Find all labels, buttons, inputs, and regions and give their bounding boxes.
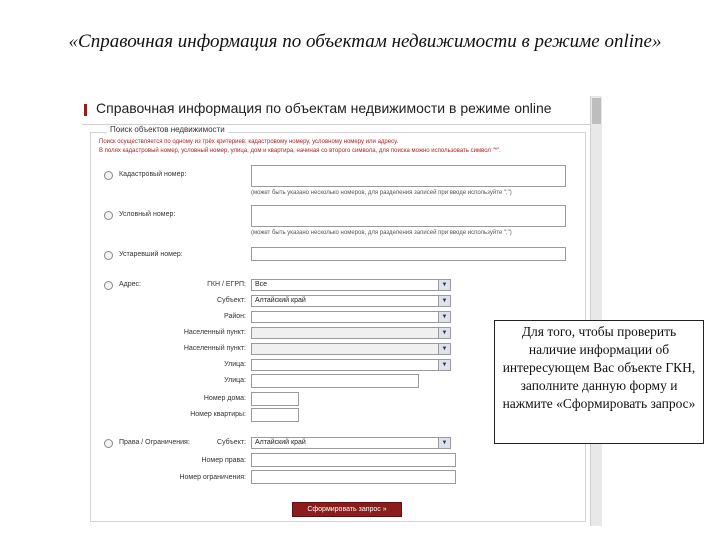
flat-input[interactable] <box>251 408 299 422</box>
gkn-select[interactable] <box>251 279 451 291</box>
old-number-input[interactable] <box>251 247 566 261</box>
old-number-label: Устаревший номер: <box>119 251 183 258</box>
radio-old-number[interactable] <box>104 251 113 260</box>
reg-number-input[interactable] <box>251 453 456 467</box>
gkn-select-value: Все <box>255 281 268 288</box>
settlement-select[interactable] <box>251 343 451 355</box>
conditional-input[interactable] <box>251 205 566 227</box>
instruction-callout: Для того, чтобы проверить наличие информации об интересующем Вас объекте ГКН, заполните данную форму и нажмите «Сформировать запрос» <box>494 320 704 444</box>
city-label: Населенный пункт: <box>183 329 246 336</box>
reg-number-label: Номер права: <box>201 457 246 464</box>
subject-select[interactable] <box>251 295 451 307</box>
chevron-down-icon: ▼ <box>438 296 450 306</box>
district-select[interactable] <box>251 311 451 323</box>
conditional-hint: (может быть указано несколько номеров, для разделения записей при вводе используйте ";") <box>251 230 512 236</box>
district-label: Район: <box>224 313 246 320</box>
street-type-label: Улица: <box>224 361 246 368</box>
subject-label: Субъект: <box>217 297 246 304</box>
radio-address[interactable] <box>104 281 113 290</box>
house-label: Номер дома: <box>203 395 246 402</box>
chevron-down-icon: ▼ <box>438 312 450 322</box>
slide-title: «Справочная информация по объектам недвижимости в режиме online» <box>68 31 662 52</box>
cadastral-hint: (может быть указано несколько номеров, для разделения записей при вводе используйте ";") <box>251 190 512 196</box>
window-header <box>82 94 602 125</box>
chevron-down-icon: ▼ <box>438 280 450 290</box>
cadastral-input[interactable] <box>251 165 566 187</box>
conditional-label: Условный номер: <box>119 211 176 218</box>
rights-subject-select-value: Алтайский край <box>255 439 306 446</box>
address-label: Адрес: <box>119 281 141 288</box>
accent-bar <box>84 104 87 116</box>
radio-conditional[interactable] <box>104 211 113 220</box>
vertical-scrollbar[interactable] <box>590 96 602 526</box>
chevron-down-icon: ▼ <box>438 438 450 448</box>
chevron-down-icon: ▼ <box>438 328 450 338</box>
rights-subject-select[interactable] <box>251 437 451 449</box>
window-title: Справочная информация по объектам недвижимости в режиме online <box>96 100 552 116</box>
house-input[interactable] <box>251 392 299 406</box>
rights-subject-label: Субъект: <box>217 439 246 446</box>
street-input[interactable] <box>251 374 419 388</box>
browser-window <box>82 94 602 530</box>
submit-request-button[interactable]: Сформировать запрос » <box>292 502 402 517</box>
city-select[interactable] <box>251 327 451 339</box>
gkn-label: ГКН / ЕГРП: <box>207 281 246 288</box>
rights-label: Права / Ограничения: <box>119 439 190 446</box>
settlement-label: Населенный пункт: <box>183 345 246 352</box>
subject-select-value: Алтайский край <box>255 297 306 304</box>
radio-rights[interactable] <box>104 439 113 448</box>
radio-cadastral[interactable] <box>104 171 113 180</box>
restriction-input[interactable] <box>251 470 456 484</box>
chevron-down-icon: ▼ <box>438 360 450 370</box>
flat-label: Номер квартиры: <box>190 411 246 418</box>
instruction-line-1: Поиск осуществляется по одному из трёх критериев: кадастровому номеру, условному номеру или адресу. <box>99 139 399 145</box>
restriction-label: Номер ограничения: <box>179 474 246 481</box>
chevron-down-icon: ▼ <box>438 344 450 354</box>
street-type-select[interactable] <box>251 359 451 371</box>
instruction-line-2: В полях кадастровый номер, условный номер, улица, дом и квартира, начиная со второго символа, для поиска можно использовать символ "*". <box>99 148 501 154</box>
fieldset-legend: Поиск объектов недвижимости <box>107 125 228 134</box>
cadastral-label: Кадастровый номер: <box>119 171 187 178</box>
scrollbar-thumb[interactable] <box>592 98 601 124</box>
street-label: Улица: <box>224 377 246 384</box>
